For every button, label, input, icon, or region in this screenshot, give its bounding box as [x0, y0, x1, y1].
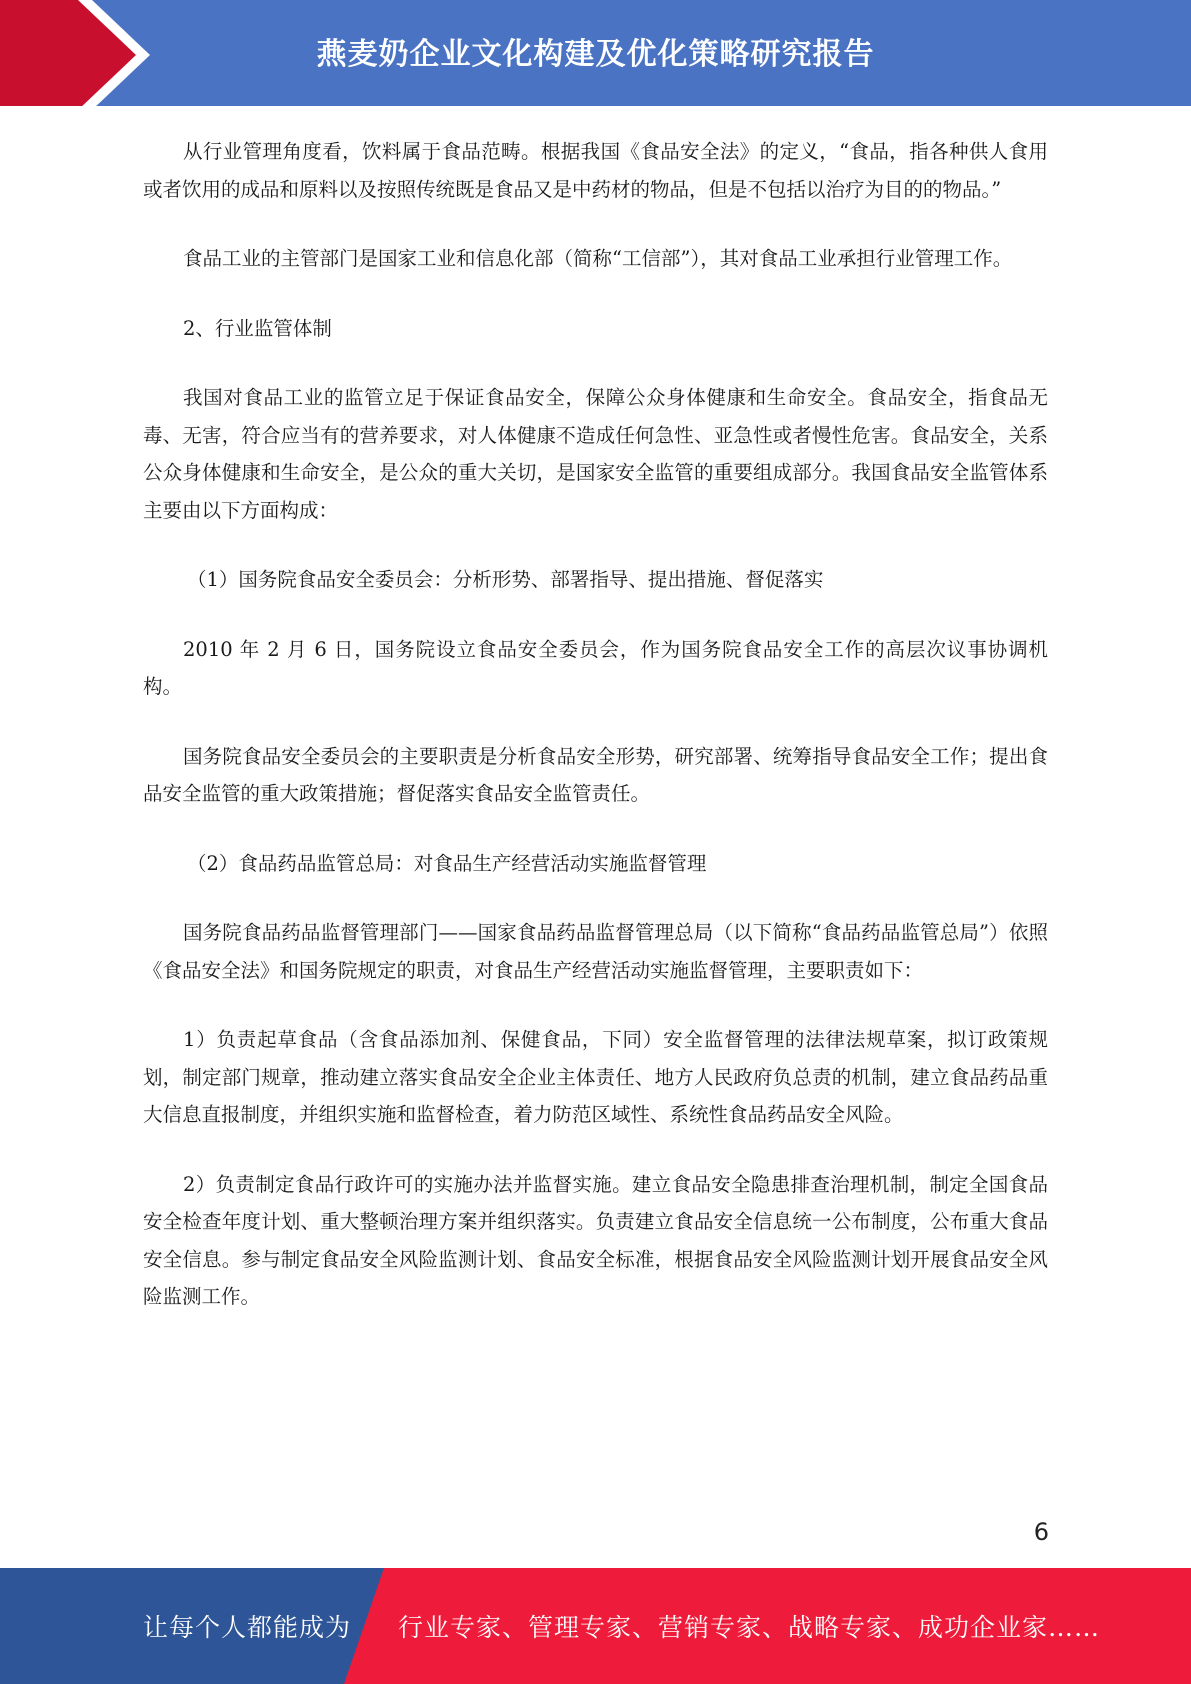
- paragraph: 2010 年 2 月 6 日，国务院设立食品安全委员会，作为国务院食品安全工作的高层次议事协调机构。: [143, 637, 1048, 698]
- paragraph: 1）负责起草食品（含食品添加剂、保健食品，下同）安全监督管理的法律法规草案，拟订政策规划，制定部门规章，推动建立落实食品安全企业主体责任、地方人民政府负总责的机制，建立食品药品重大信息直报制度，并组织实施和监督检查，着力防范区域性、系统性食品药品安全风险。: [143, 1028, 1048, 1126]
- subsection-heading: （1）国务院食品安全委员会：分析形势、部署指导、提出措施、督促落实: [187, 568, 824, 591]
- paragraph: 从行业管理角度看，饮料属于食品范畴。根据我国《食品安全法》的定义，“食品，指各种供人食用或者饮用的成品和原料以及按照传统既是食品又是中药材的物品，但是不包括以治疗为目的的物品。”: [143, 140, 1048, 201]
- paragraph: 国务院食品药品监督管理部门——国家食品药品监督管理总局（以下简称“食品药品监管总局”）依照《食品安全法》和国务院规定的职责，对食品生产经营活动实施监督管理，主要职责如下：: [143, 921, 1048, 982]
- page-footer: [0, 1568, 1191, 1684]
- footer-slogan-left: 让每个人都能成为: [143, 1613, 352, 1642]
- section-heading: 2、行业监管体制: [183, 316, 332, 340]
- paragraph: 食品工业的主管部门是国家工业和信息化部（简称“工信部”），其对食品工业承担行业管理工作。: [183, 247, 1013, 270]
- document-body: [143, 133, 1048, 1348]
- paragraph: 2）负责制定食品行政许可的实施办法并监督实施。建立食品安全隐患排查治理机制，制定全国食品安全检查年度计划、重大整顿治理方案并组织落实。负责建立食品安全信息统一公布制度，公布重大食品安全信息。参与制定食品安全风险监测计划、食品安全标准，根据食品安全风险监测计划开展食品安全风险监测工作。: [143, 1172, 1048, 1308]
- footer-slogan-right: 行业专家、管理专家、营销专家、战略专家、成功企业家……: [398, 1613, 1101, 1642]
- paragraph: 我国对食品工业的监管立足于保证食品安全，保障公众身体健康和生命安全。食品安全，指食品无毒、无害，符合应当有的营养要求，对人体健康不造成任何急性、亚急性或者慢性危害。食品安全，关系公众身体健康和生命安全，是公众的重大关切，是国家安全监管的重要组成部分。我国食品安全监管体系主要由以下方面构成：: [143, 386, 1048, 522]
- page-header: [0, 0, 1191, 110]
- page-number: 6: [1033, 1518, 1049, 1546]
- page-title: 燕麦奶企业文化构建及优化策略研究报告: [316, 37, 875, 72]
- paragraph: 国务院食品安全委员会的主要职责是分析食品安全形势，研究部署、统筹指导食品安全工作；提出食品安全监管的重大政策措施；督促落实食品安全监管责任。: [143, 744, 1048, 805]
- subsection-heading: （2）食品药品监管总局：对食品生产经营活动实施监督管理: [187, 851, 707, 875]
